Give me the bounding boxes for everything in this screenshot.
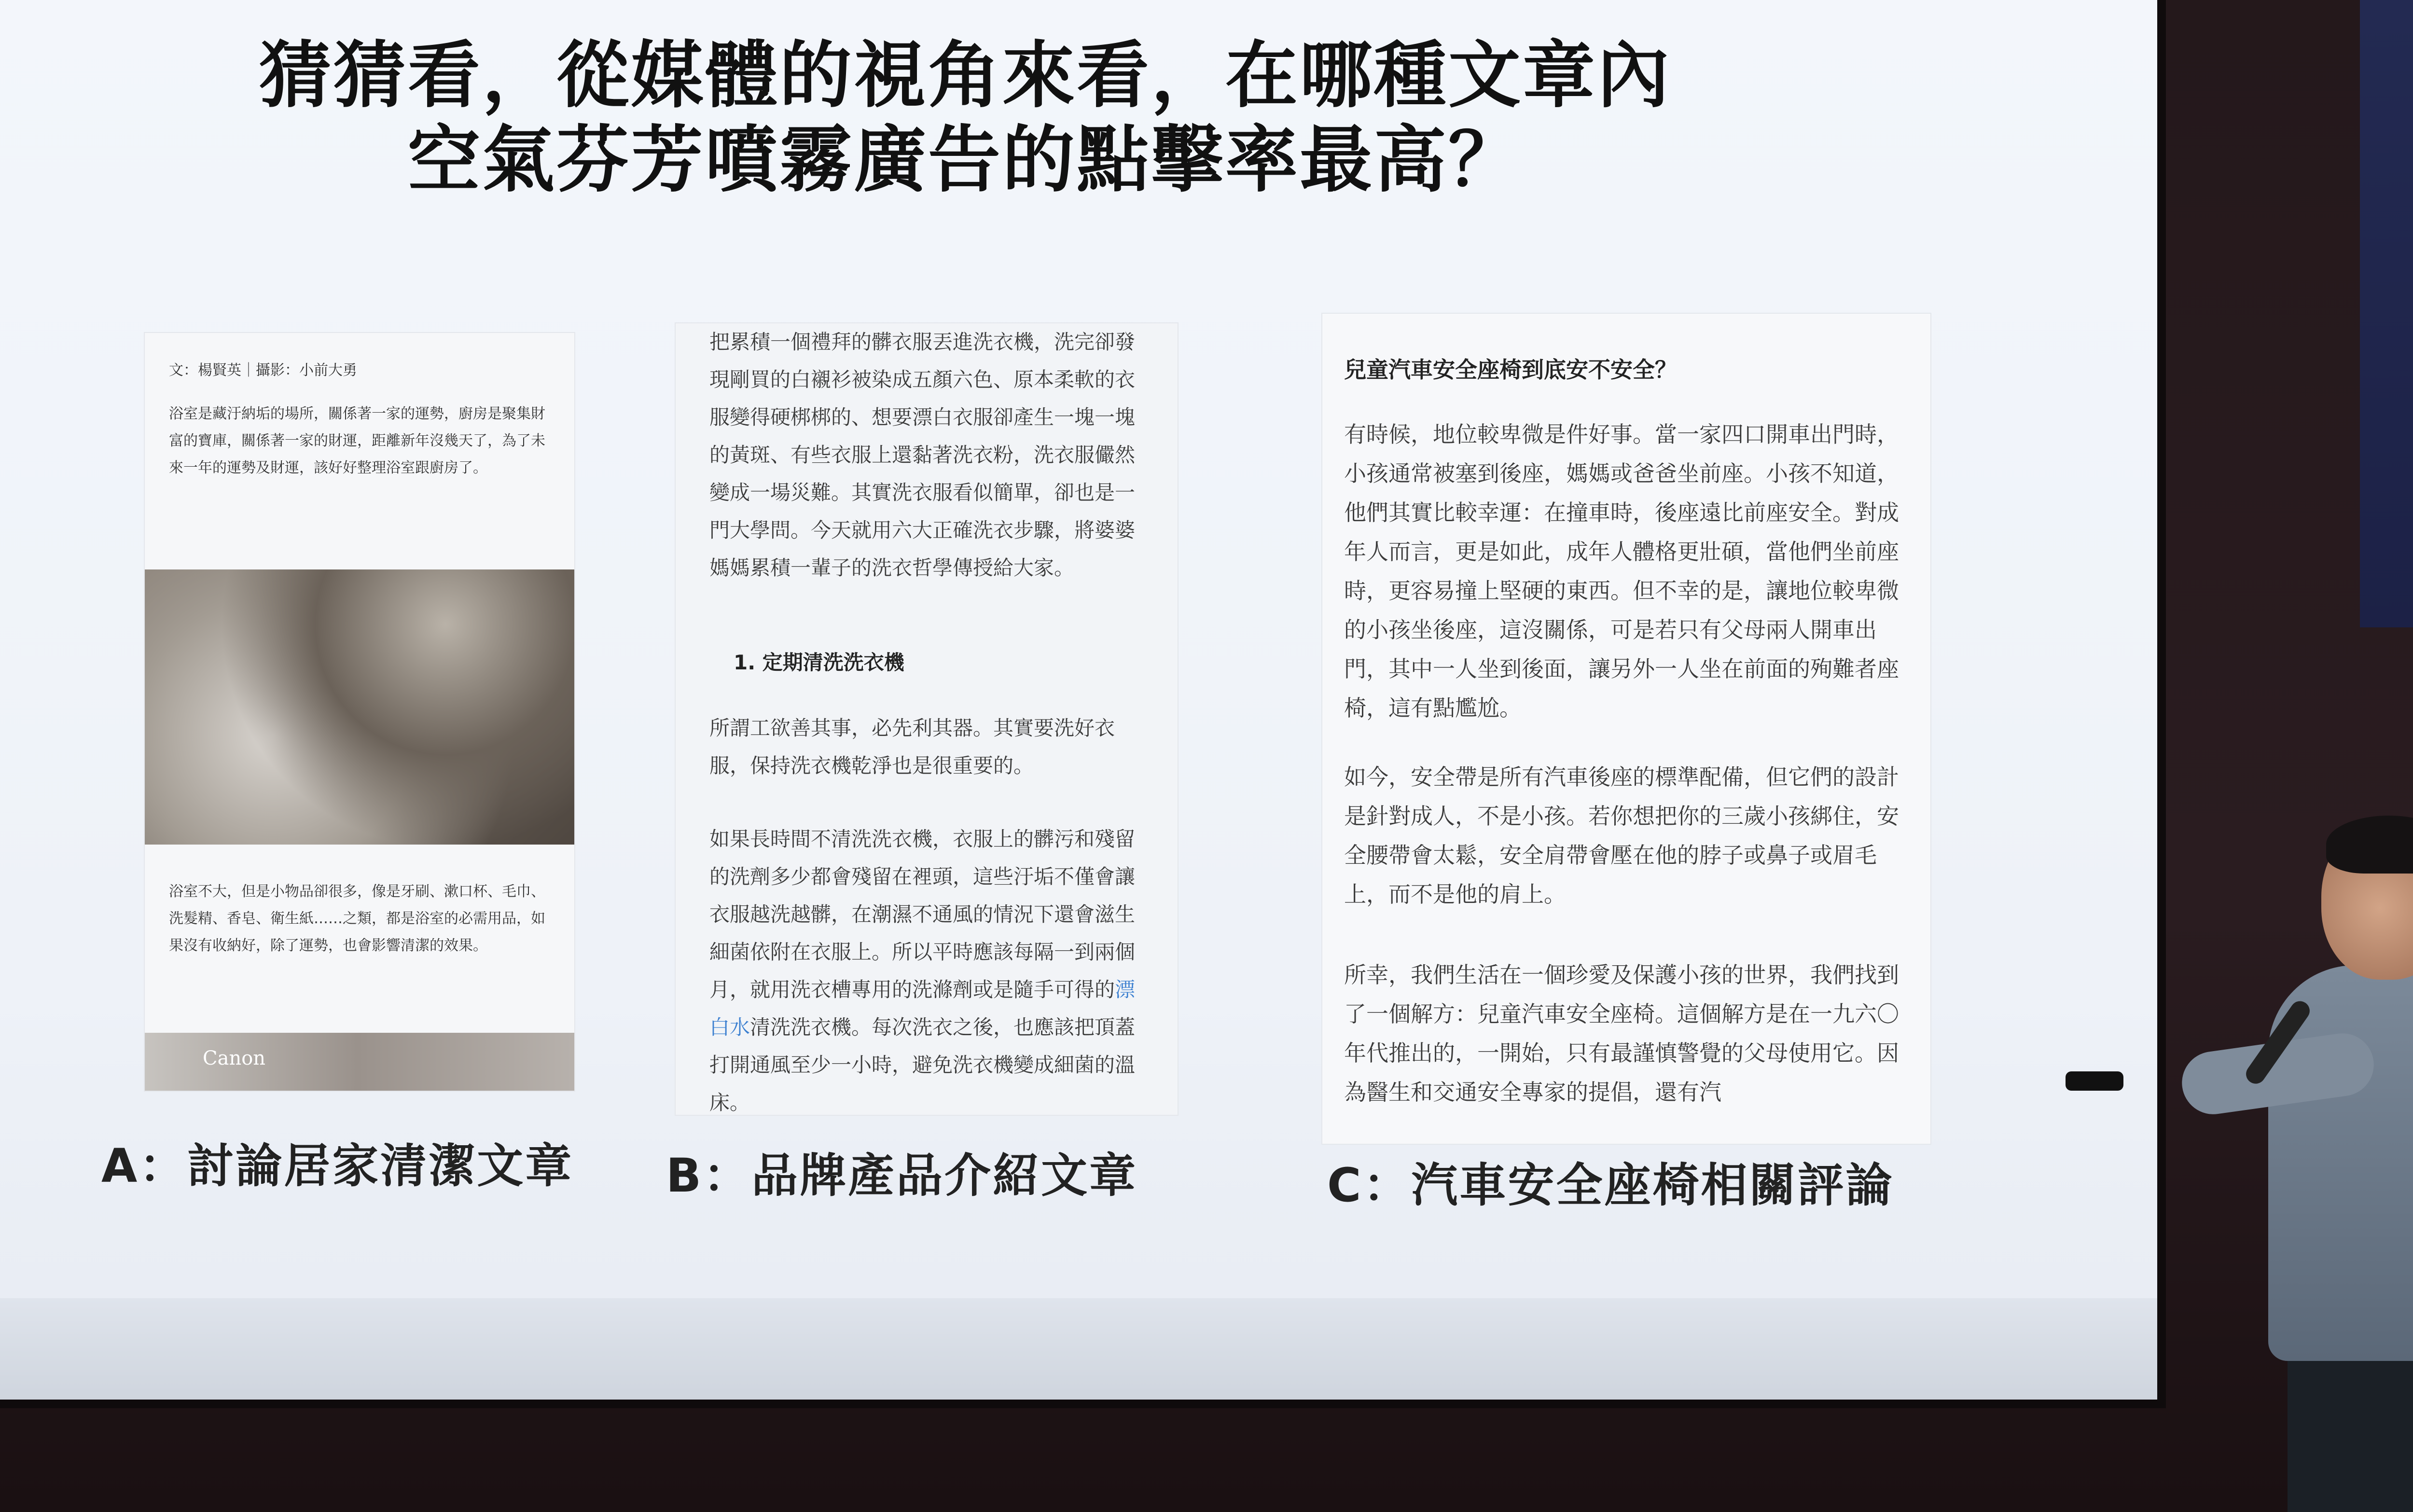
slide-title: [193, 34, 1737, 203]
slide-title-line-2: 空氣芬芳噴霧廣告的點擊率最高？: [407, 118, 1523, 202]
article-a-byline: 文：楊賢英｜攝影：小前大勇: [169, 362, 357, 379]
article-sample-a: [145, 333, 574, 1091]
presenter-legs: [2288, 1351, 2413, 1512]
presenter-hair: [2326, 816, 2413, 874]
option-b-caption: B：品牌產品介紹文章: [666, 1149, 1138, 1203]
presenter: [2230, 820, 2413, 1512]
article-c-paragraph-2: 如今，安全帶是所有汽車後座的標準配備，但它們的設計是針對成人，不是小孩。若你想把你的三歲小孩綁住，安全腰帶會太鬆，安全肩帶會壓在他的脖子或鼻子或眉毛上，而不是他的肩上。: [1344, 764, 1899, 907]
bathroom-cleaning-photo: [145, 569, 574, 845]
slide-title-line-1: 猜猜看，從媒體的視角來看，在哪種文章內: [259, 34, 1671, 118]
option-a-caption: A：討論居家清潔文章: [101, 1139, 574, 1193]
article-c-paragraph-1: 有時候，地位較卑微是件好事。當一家四口開車出門時，小孩通常被塞到後座，媽媽或爸爸坐前座。小孩不知道，他們其實比較幸運：在撞車時，後座遠比前座安全。對成年人而言，更是如此，成年人體格更壯碩，當他們坐前座時，更容易撞上堅硬的東西。但不幸的是，讓地位較卑微的小孩坐後座，這沒關係，可是若只有父母兩人開車出門，其中一人坐到後面，讓另外一人坐在前面的殉難者座椅，這有點尷尬。: [1344, 421, 1899, 721]
ad-brand-label: Canon: [203, 1047, 266, 1069]
article-a-intro: 浴室是藏汙納垢的場所，關係著一家的運勢，廚房是聚集財富的寶庫，關係著一家的財運，距離新年沒幾天了，為了未來一年的運勢及財運，該好好整理浴室跟廚房了。: [169, 405, 545, 476]
article-sample-b: [676, 323, 1178, 1115]
presentation-remote: [2066, 1071, 2123, 1091]
screen-bottom-edge: [0, 1298, 2157, 1400]
article-b-paragraph-3-end: 清洗洗衣機。每次洗衣之後，也應該把頂蓋打開通風至少一小時，避免洗衣機變成細菌的溫床。: [709, 1015, 1136, 1114]
article-b-intro: 把累積一個禮拜的髒衣服丟進洗衣機，洗完卻發現剛買的白襯衫被染成五顏六色、原本柔軟的衣服變得硬梆梆的、想要漂白衣服卻產生一塊一塊的黃斑、有些衣服上還黏著洗衣粉，洗衣服儼然變成一場災難。其實洗衣服看似簡單，卻也是一門大學問。今天就用六大正確洗衣步驟，將婆婆媽媽累積一輩子的洗衣哲學傳授給大家。: [709, 330, 1136, 580]
article-a-body: 浴室不大，但是小物品卻很多，像是牙刷、漱口杯、毛巾、洗髮精、香皂、衛生紙……之類，都是浴室的必需用品，如果沒有收納好，除了運勢，也會影響清潔的效果。: [169, 883, 545, 954]
event-banner: [2360, 0, 2413, 627]
article-b-paragraph-3: [709, 820, 1153, 1115]
article-sample-c: [1322, 314, 1930, 1144]
article-b-paragraph-2: 所謂工欲善其事，必先利其器。其實要洗好衣服，保持洗衣機乾淨也是很重要的。: [709, 716, 1115, 777]
article-b-subheading: 1. 定期清洗洗衣機: [734, 651, 904, 674]
article-b-paragraph-3-start: 如果長時間不清洗洗衣機，衣服上的髒污和殘留的洗劑多少都會殘留在裡頭，這些汙垢不僅會讓衣服越洗越髒，在潮濕不通風的情況下還會滋生細菌依附在衣服上。所以平時應該每隔一到兩個月，就用洗衣槽專用的洗滌劑或是隨手可得的: [709, 827, 1136, 1001]
bleach-link[interactable]: 漂白水: [709, 978, 1136, 1039]
article-c-paragraph-3: 所幸，我們生活在一個珍愛及保護小孩的世界，我們找到了一個解方：兒童汽車安全座椅。這個解方是在一九六〇年代推出的，一開始，只有最謹慎警覺的父母使用它。因為醫生和交通安全專家的提倡，還有汽: [1344, 962, 1899, 1105]
option-c-caption: C：汽車安全座椅相關評論: [1327, 1158, 1894, 1212]
article-c-heading: 兒童汽車安全座椅到底安不安全？: [1344, 357, 1677, 383]
